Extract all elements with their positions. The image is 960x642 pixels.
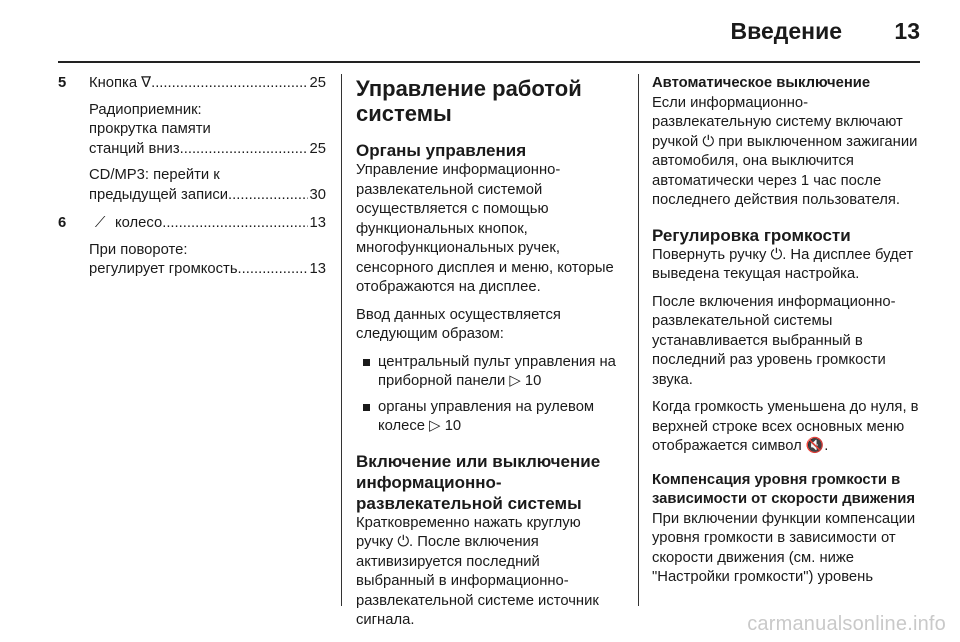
column-divider — [638, 74, 639, 606]
toc-subentry — [89, 241, 326, 280]
toc-text: Радиоприемник: — [89, 101, 202, 118]
entry-number: 6 — [58, 215, 67, 231]
page-ref-icon: ▷ — [509, 373, 521, 389]
header-divider — [58, 61, 920, 63]
toc-text: прокрутка памяти — [89, 121, 211, 137]
toc-line — [89, 260, 326, 280]
dot-leader — [228, 186, 308, 206]
body-text: После включения информационно-развлекательной системы устанавливается выбранный в последний раз уровень громкости звука. — [652, 293, 896, 388]
section-heading: Органы управления — [356, 141, 527, 160]
toc-label: колесо — [115, 215, 163, 231]
page-ref-link[interactable]: 10 — [524, 373, 542, 389]
toc-label: станций вниз — [89, 140, 180, 157]
content-column-right — [652, 74, 924, 596]
section-heading: Регулировка громкости — [652, 225, 851, 245]
toc-label: Кнопка ∇ — [89, 75, 152, 91]
toc-page[interactable]: 25 — [309, 75, 326, 91]
toc-subentry — [89, 101, 326, 160]
toc-page[interactable]: 13 — [309, 261, 326, 277]
list-item-text: органы управления на рулевом колесе — [378, 398, 595, 434]
page-number: 13 — [894, 18, 920, 44]
body-text: При включении функции компенсации уровня громкости в зависимости от скорости движения (см. ниже "Настройки громкости") уровень — [652, 510, 916, 585]
toc-line — [89, 74, 326, 94]
toc-text: CD/MP3: перейти к — [89, 167, 220, 183]
watermark: carmanualsonline.info — [747, 613, 946, 635]
section-title: Введение — [730, 18, 842, 44]
body-text: Повернуть ручку ⏻. На дисплее будет выведена текущая настройка. — [652, 246, 914, 282]
page-header — [0, 0, 960, 58]
body-text: Управление информационно-развлекательной системой осуществляется с помощью функциональных кнопок, многофункциональных ручек, сенсорного дисплея и меню, которые отображаются на дисплее. — [356, 162, 614, 295]
page-ref-icon: ▷ — [429, 418, 441, 434]
index-column — [58, 74, 326, 289]
toc-page[interactable]: 13 — [309, 215, 326, 231]
chapter-title: Управление работой системы — [356, 76, 582, 126]
subsection-heading: Компенсация уровня громкости в зависимости от скорости движения — [652, 471, 916, 507]
toc-page[interactable]: 25 — [309, 140, 326, 157]
toc-subentry — [89, 166, 326, 205]
list-item-text: центральный пульт управления на приборной панели — [378, 353, 616, 389]
toc-line — [89, 140, 326, 160]
body-text: Ввод данных осуществляется следующим образом: — [356, 306, 561, 342]
list-item — [356, 398, 620, 437]
bullet-list — [356, 353, 620, 437]
body-text: Если информационно-развлекательную систему включают ручкой ⏻ при выключенном зажигании автомобиля, она выключится автоматически через 1 час после последнего действия пользователя. — [652, 94, 918, 208]
column-divider — [341, 74, 342, 606]
index-entry — [58, 214, 326, 280]
dot-leader — [180, 140, 308, 160]
steering-wheel-icon: ⟋ — [94, 215, 106, 231]
dot-leader — [151, 74, 307, 94]
toc-label: предыдущей записи — [89, 186, 229, 203]
toc-line — [89, 214, 326, 234]
subsection-heading: Автоматическое выключение — [652, 75, 871, 91]
dot-leader — [162, 214, 307, 234]
content-column-middle — [356, 74, 620, 639]
section-heading: Включение или выключение информационно-развлекательной системы — [356, 451, 601, 513]
toc-page[interactable]: 30 — [309, 186, 326, 203]
body-text: Когда громкость уменьшена до нуля, в верхней строке всех основных меню отображается символ 🔇. — [652, 399, 919, 454]
toc-line — [89, 186, 326, 206]
index-entry — [58, 74, 326, 205]
dot-leader — [238, 260, 308, 280]
list-item — [356, 353, 620, 392]
toc-label: регулирует громкость — [89, 261, 238, 277]
page-ref-link[interactable]: 10 — [444, 418, 462, 434]
entry-number: 5 — [58, 75, 67, 91]
body-text: Кратковременно нажать круглую ручку ⏻. После включения активизируется последний выбранный в информационно-развлекательной системе источник сигнала. — [356, 514, 599, 628]
toc-text: При повороте: — [89, 241, 188, 258]
